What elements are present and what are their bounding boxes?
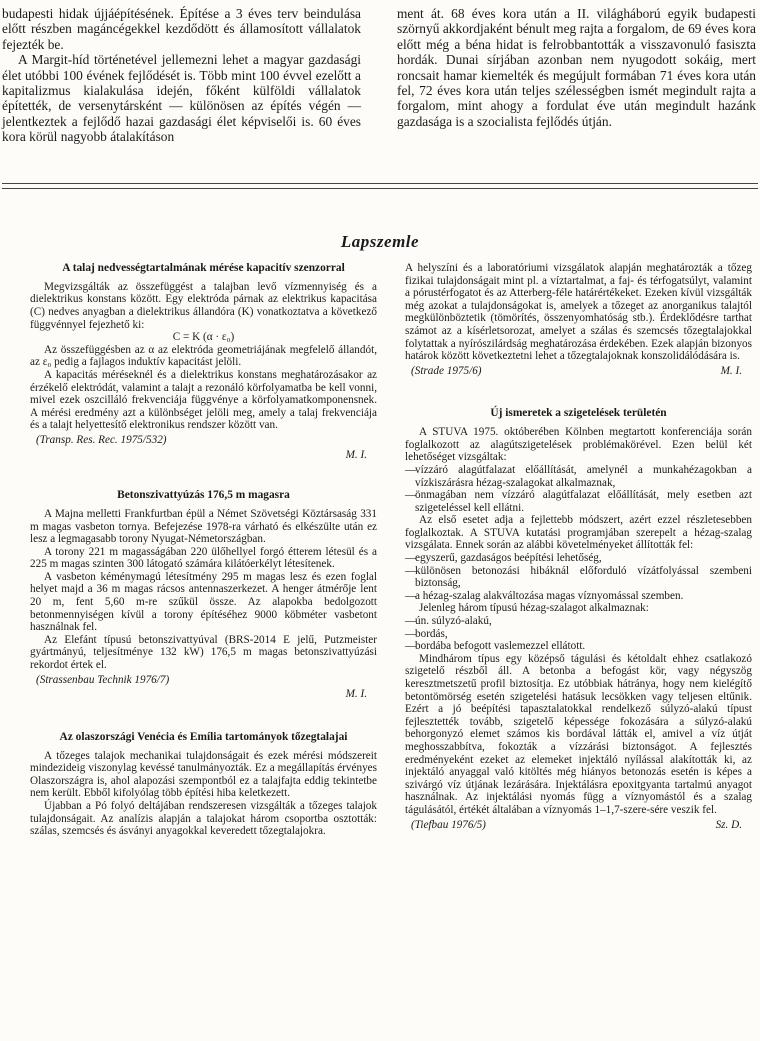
- list-item: — egyszerű, gazdaságos beépítési lehetőség,: [405, 552, 752, 565]
- continued-article-left-column: [2, 6, 361, 145]
- list-item: — ún. súlyzó-alakú,: [405, 615, 752, 628]
- divider-rule: [2, 188, 758, 189]
- paragraph: A tőzeges talajok mechanikai tulajdonságait és ezek mérési módszereit mindezideig viszonylag kevéssé tanulmányozták. Ez a megállapítás érvényes Olaszországra is, ahol alapozási szempontból ez a talajfajta eddig tekintetbe nem került. Ebből kifolyólag több építési hiba keletkezett.: [30, 749, 377, 800]
- list-item: — önmagában nem vízzáró alagútfalazat előállítását, mely esetben azt szigeteléssel kell ellátni.: [405, 489, 752, 514]
- article-title: Az olaszországi Venécia és Emília tartományok tőzegtalajai: [59, 730, 348, 743]
- formula: C = K (α · ε₀): [172, 331, 235, 344]
- article-peat-soils-continued: [405, 262, 752, 377]
- author-initials: Sz. D.: [715, 818, 742, 831]
- article-footer: [30, 449, 377, 462]
- author-initials: M. I.: [345, 688, 367, 701]
- paragraph: budapesti hidak újjáépítésének. Építése a 3 éves terv beindulása előtt részben magáncégekkel kezdődött és államosított vállalatok fejezték be.: [2, 6, 361, 52]
- source-citation: (Strassenbau Technik 1976/7): [36, 673, 170, 686]
- article-title: Új ismeretek a szigetelések területén: [490, 407, 667, 420]
- paragraph: Jelenleg három típusú hézag-szalagot alkalmaznak:: [419, 602, 649, 615]
- author-initials: M. I.: [345, 448, 367, 461]
- source-citation: (Tiefbau 1976/5): [411, 818, 486, 831]
- article-title: A talaj nedvességtartalmának mérése kapacitív szenzorral: [62, 262, 345, 274]
- paragraph: A vasbeton kéménymagú létesítmény 295 m magas lesz és ezen foglal helyet majd a 36 m magas rácsos antennaszerkezet. A henger átmérője lent 20 m, fent 5,60 m-re szűkül össze. Az alapokba bedolgozott betonmennyiségen kívül a torony építéséhez 9000 köbméter vasbetont használnak fel.: [30, 570, 377, 634]
- bullet-list: [405, 615, 752, 653]
- paragraph: A STUVA 1975. októberében Kölnben megtartott konferenciája során foglalkozott az alagútszigetelések problémakörével. Ezen belül két lehetőséget vizsgáltak:: [405, 426, 752, 464]
- paragraph: ment át. 68 éves kora után a II. világháború egyik budapesti szörnyű akkordjaként bénult meg rajta a forgalom, de 69 éves kora előtt még a béna hidat is felrobbantották a visszavonuló fasiszta hordák. Dunai sírjában azonban nem nyugodott sokáig, mert roncsait hamar kiemelték és megújult formában 71 éves kora után fel, 72 éves kora után teljes szélességben ismét megindult rajta a forgalom, mint ahogy a fordulat éve után megindult hazánk gazdasága is a szocialista fejlődés útján.: [397, 6, 756, 129]
- paragraph: Mindhárom típus egy középső tágulási és kétoldalt ehhez csatlakozó szigetelő részből áll. A betonba a befogást kör, vagy négyszög keresztmetszetű profil biztosítja. Ez utóbbiak hátránya, hogy nem kielégítő betontömörség esetén szigetelési hatásuk lecsökken vagy teljesen eltűnik. Ezért a jó beépítési tapasztalatokkal rendelkező súlyzó-alakú típust fejlesztették tovább, szigetelő képessége fokozására a súlyzó-alakú behorgonyzó elemet számos kis bordával látták el, amivel a víz útját meghosszabbítva, fokozták a vízzárási biztonságot. A fejlesztés eredményeként ezeket az elemeket injektáló nyílással alakították ki, az injektáló anyaggal való kitöltés még hiányos betonozás esetén is képes a szivárgó víz útjának lezárására. Injektálásra epoxitgyanta tartalmú anyagot használnak. Az injektálási nyomás függ a víznyomástól és a szalag tágulásától, értékét általában a víznyomás 1–1,7-szere-sére veszik fel.: [405, 652, 752, 816]
- divider-rule: [2, 183, 758, 184]
- article-footer: [30, 688, 377, 701]
- paragraph: A kapacitás méréseknél és a dielektrikus konstans meghatározásakor az érzékelő elektródát, valamint a talajt a rezonáló körfolyamatba be kell vonni, mivel ezek oszcilláló frekvenciája függvénye a körfolyamatkomponensnek. A mérési eredmény azt a különbséget jelöli meg, amely a talaj frekvenciája és a talajt helyettesítő elektronikus rendszer között van.: [30, 368, 377, 432]
- article-footer: [405, 819, 752, 832]
- source-citation: (Strade 1975/6): [411, 364, 482, 377]
- article-footer: [30, 674, 377, 687]
- right-column: [405, 262, 752, 838]
- paragraph: A helyszíni és a laboratóriumi vizsgálatok alapján meghatározták a tőzeg fizikai tulajdonságait mint pl. a víztartalmat, a faj- és térfogatsúlyt, valamint a pórustérfogatot és az Atterberg-féle határértékeket. Ezeken kívül vizsgálták még azokat a tulajdonságokat is, amelyek a tőzeget az anorganikus talajtól megkülönböztetik (tömörítés, összenyomhatóság stb.). Érdeklődésre tarthat számot az a kísérletsorozat, amelyet a szálas és szemcsés tőzegtalajokkal folytattak a nyírószilárdság meghatározása érdekében. Ezek alapján bizonyos határok között következtetni lehet a tőzegtalajoknak konszolidálódására is.: [405, 262, 752, 363]
- article-title: Betonszivattyúzás 176,5 m magasra: [117, 489, 290, 502]
- section-title: Lapszemle: [340, 232, 420, 251]
- article-concrete-pumping: [30, 489, 377, 701]
- paragraph: Megvizsgálták az összefüggést a talajban levő vízmennyiség és a dielektrikus konstans között. Egy elektróda párnak az elektrikus kapacitása (C) nedves anyagban a dielektrikus állandóra (K) vonatkoztatva a következő függvénnyel fejezhető ki:: [30, 280, 377, 331]
- paragraph: Az első esetet adja a fejlettebb módszert, azért ezzel részletesebben foglalkoztak. A STUVA kutatási programjában szerepelt a hézag-szalag vizsgálata. Ennek során az alábbi követelményeket állították fel:: [405, 514, 752, 552]
- paragraph: A Margit-híd történetével jellemezni lehet a magyar gazdasági élet utóbbi 100 évének fejlődését is. Több mint 100 évvel ezelőtt a kapitalizmus kialakulása idején, főként külföldi vállalatok építették, de versenytársként — különösen az építés végén — jelentkeztek a fejlődő hazai gazdasági élet képviselői is. 60 éves kora körül nagyobb átalakításon: [2, 52, 361, 145]
- continued-article-right-column: [397, 6, 756, 145]
- article-soil-moisture: [30, 262, 377, 461]
- paragraph: Az Elefánt típusú betonszivattyúval (BRS-2014 E jelű, Putzmeister gyártmányú, teljesítménye 132 kW) 176,5 m magas betonszivattyúzási rekordot értek el.: [30, 633, 377, 672]
- source-citation: (Transp. Res. Rec. 1975/532): [36, 433, 167, 446]
- left-column: [30, 262, 377, 838]
- continued-article: [2, 6, 756, 145]
- paragraph: A torony 221 m magasságában 220 ülőhellyel forgó étterem létesül és a 225 m magas szinten 300 látogató számára kilátóerkélyt létesítenek.: [30, 545, 377, 571]
- article-footer: [405, 365, 752, 378]
- article-peat-soils: [30, 731, 377, 838]
- paragraph: Az összefüggésben az α az elektróda geometriájának megfelelő állandót, az ε₀ pedig a fajlagos induktív kapacitást jelöli.: [30, 343, 377, 369]
- review-columns: [30, 262, 752, 838]
- bullet-list: [405, 552, 752, 602]
- list-item: — bordába befogott vaslemezzel ellátott.: [405, 640, 752, 653]
- paragraph: A Majna melletti Frankfurtban épül a Német Szövetségi Köztársaság 331 m magas vasbeton tornya. Befejezése 1978-ra várható és elkészülte után ez lesz a legmagasabb torony Nyugat-Németországban.: [30, 507, 377, 546]
- article-insulation: [405, 407, 752, 831]
- list-item: — a hézag-szalag alakváltozása magas víznyomással szemben.: [405, 590, 752, 603]
- article-footer: [30, 434, 377, 447]
- list-item: — bordás,: [405, 628, 752, 641]
- list-item: — különösen betonozási hibáknál előforduló vízátfolyással szembeni biztonság,: [405, 565, 752, 590]
- paragraph: Újabban a Pó folyó deltájában rendszeresen vizsgálták a tőzeges talajok tulajdonságait. Az analízis alapján a talajokat három csoportba osztották: szálas, szemcsés és ásványi anyagokkal keveredett tőzegtalajokra.: [30, 799, 377, 838]
- list-item: — vízzáró alagútfalazat előállítását, amelynél a munkahézagokban a vízkiszárásra hézag-szalagokat alkalmaznak,: [405, 464, 752, 489]
- bullet-list: [405, 464, 752, 514]
- author-initials: M. I.: [720, 364, 742, 377]
